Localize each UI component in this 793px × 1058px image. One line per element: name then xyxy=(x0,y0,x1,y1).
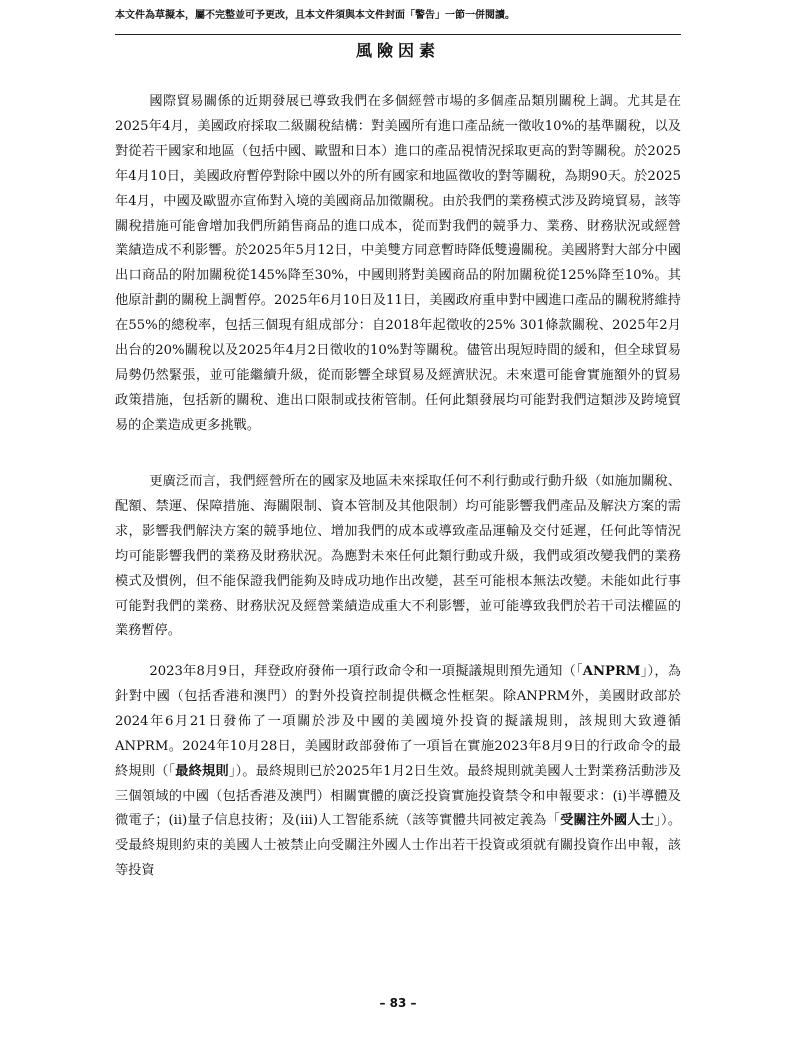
paragraph-trade-tariffs: 國際貿易關係的近期發展已導致我們在多個經營市場的多個產品類別關稅上調。尤其是在2025年4月，美國政府採取二級關稅結構：對美國所有進口產品統一徵收10%的基準關稅，以及對從若干國家和地區（包括中國、歐盟和日本）進口的產品視情況採取更高的對等關稅。於2025年4月10日，美國政府暫停對除中國以外的所有國家和地區徵收的對等關稅，為期90天。於2025年4月，中國及歐盟亦宣佈對入境的美國商品加徵關稅。由於我們的業務模式涉及跨境貿易，該等關稅措施可能會增加我們所銷售商品的進口成本，從而對我們的競爭力、業務、財務狀況或經營業績造成不利影響。於2025年5月12日，中美雙方同意暫時降低雙邊關稅。美國將對大部分中國出口商品的附加關稅從145%降至30%，中國則將對美國商品的附加關稅從125%降至10%。其他原計劃的關稅上調暫停。2025年6月10日及11日，美國政府重申對中國進口產品的關稅將維持在55%的總稅率，包括三個現有組成部分：自2018年起徵收的25% 301條款關稅、2025年2月出台的20%關稅以及2025年4月2日徵收的10%對等關稅。儘管出現短時間的緩和，但全球貿易局勢仍然緊張，並可能繼續升級，從而影響全球貿易及經濟狀況。未來還可能會實施額外的貿易政策措施，包括新的關稅、進出口限制或技術管制。任何此類發展均可能對我們這類涉及跨境貿易的企業造成更多挑戰。 xyxy=(115,94,681,433)
defined-term-covered-foreign-person: 受關注外國人士 xyxy=(560,813,655,829)
paragraph-outbound-investment xyxy=(115,660,681,884)
paragraph-text: 」），為針對中國（包括香港和澳門）的對外投資控制提供概念性框架。除ANPRM外，美國財政部於2024年6月21日發佈了一項關於涉及中國的美國境外投資的擬議規則，該規則大致遵循ANPRM。2024年10月28日，美國財政部發佈了一項旨在實施2023年8月9日的行政命令的最終規則（「 xyxy=(115,664,681,779)
paragraph-text: 」）。受最終規則約束的美國人士被禁止向受關注外國人士作出若干投資或須就有關投資作出申報，該等投資 xyxy=(115,813,682,879)
defined-term-final-rule: 最終規則 xyxy=(175,763,229,779)
header-divider xyxy=(115,34,681,35)
paragraph-adverse-actions: 更廣泛而言，我們經營所在的國家及地區未來採取任何不利行動或行動升級（如施加關稅、配額、禁運、保障措施、海關限制、資本管制及其他限制）均可能影響我們產品及解決方案的需求，影響我們解決方案的競爭地位、增加我們的成本或導致產品運輸及交付延遲，任何此等情況均可能影響我們的業務及財務狀況。為應對未來任何此類行動或升級，我們或須改變我們的業務模式及慣例，但不能保證我們能夠及時成功地作出改變，甚至可能根本無法改變。未能如此行事可能對我們的業務、財務狀況及經營業績造成重大不利影響，並可能導致我們於若干司法權區的業務暫停。 xyxy=(115,474,681,639)
paragraph-text: 」）。最終規則已於2025年1月2日生效。最終規則就美國人士對業務活動涉及三個領域的中國（包括香港及澳門）相關實體的廣泛投資實施投資禁令和申報要求：(i)半導體及微電子；(ii)量子信息技術；及(iii)人工智能系統（該等實體共同被定義為「 xyxy=(115,763,682,829)
draft-disclaimer: 本文件為草擬本，屬不完整並可予更改，且本文件須與本文件封面「警告」一節一併閱讀。 xyxy=(115,10,515,21)
page-title: 風險因素 xyxy=(355,41,440,60)
paragraph-text: 2023年8月9日，拜登政府發佈一項行政命令和一項擬議規則預先通知（「 xyxy=(149,664,583,679)
defined-term-anprm: ANPRM xyxy=(582,664,641,679)
page-number: – 83 – xyxy=(379,996,417,1010)
